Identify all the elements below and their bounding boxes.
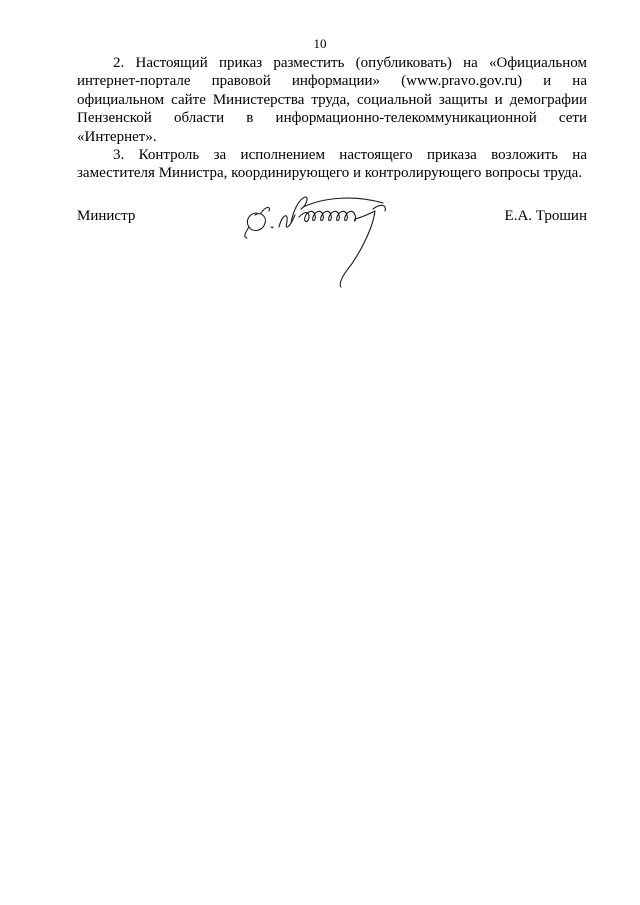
page-number: 10	[313, 36, 327, 51]
paragraph-publication: 2. Настоящий приказ разместить (опубликовать) на «Официальном интернет-портале правовой информации» (www.pravo.gov.ru) и на официальном сайте Министерства труда, социальной защиты и демографии Пензенской области в информационно-телекоммуникационной сети «Интернет».	[77, 55, 587, 145]
signatory-title: Министр	[77, 208, 136, 224]
handwritten-signature	[235, 183, 405, 293]
document-body	[77, 54, 587, 183]
signatory-name: Е.А. Трошин	[504, 208, 587, 224]
paragraph-control: 3. Контроль за исполнением настоящего приказа возложить на заместителя Министра, координирующего и контролирующего вопросы труда.	[77, 147, 587, 182]
